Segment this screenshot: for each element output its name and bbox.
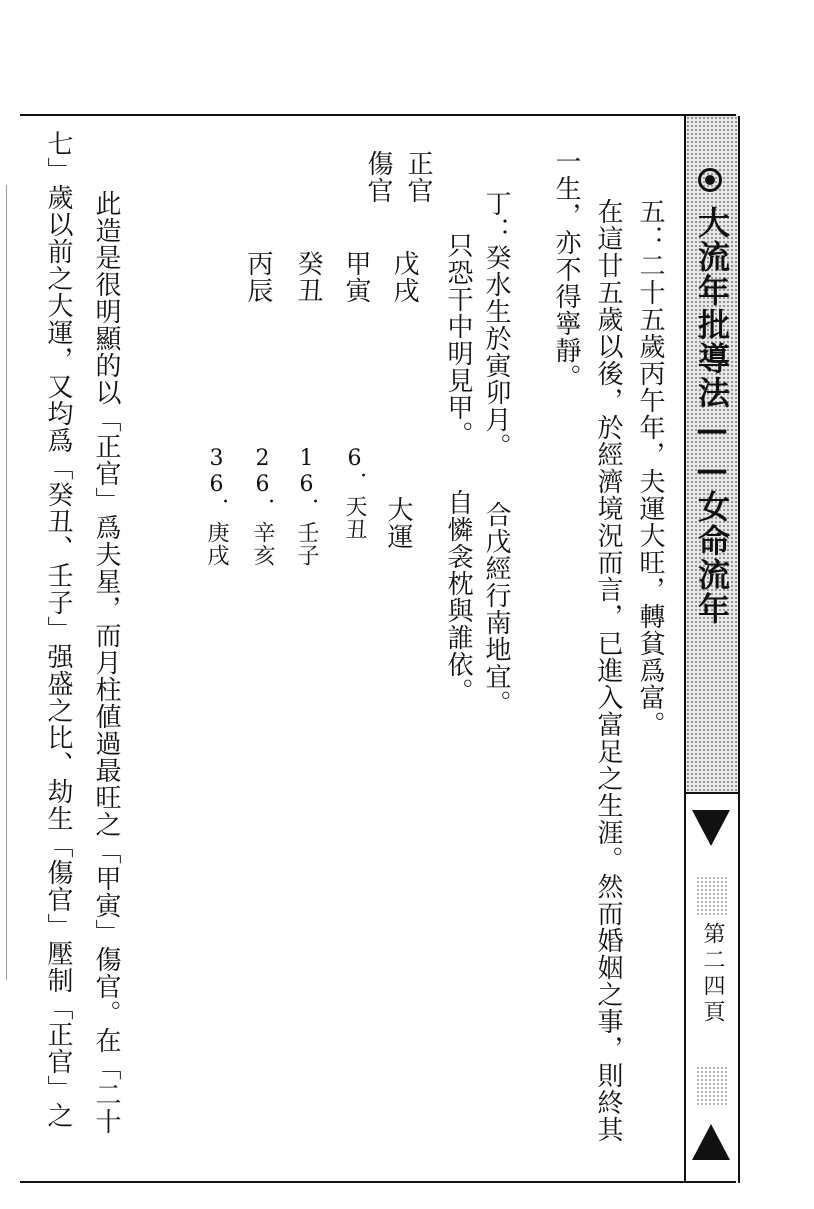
ten-god-2: 傷官 [363,150,393,204]
page-number: 第二四頁 [700,922,725,1026]
commentary-line-1: 此造是很明顯的以「正官」爲夫星，而月柱値過最旺之「甲寅」傷官。在「二十 [91,190,121,1135]
body-line-1: 五：二十五歲丙午年，夫運大旺，轉貧爲富。 [635,198,665,738]
title-box [686,116,738,794]
luck-title: 大運 [383,496,413,550]
luck-pillar-1: 6．天丑 [342,446,367,541]
luck-pillar-2: 16．壬子 [294,446,319,567]
pillar-1: 戊戌 [389,250,419,304]
bullseye-icon [698,168,722,192]
ten-god-1: 正官 [403,150,433,204]
pillar-3: 癸丑 [293,250,323,304]
luck-pillar-3: 26．辛亥 [250,446,275,567]
luck-pillar-4: 36．庚戌 [204,446,229,567]
book-title: 大流年批導法——女命流年 [693,206,731,626]
poem-line-1: 丁：癸水生於寅卯月。 合戊經行南地宜。 [481,190,511,717]
pillar-2: 甲寅 [341,250,371,304]
pillar-4: 丙辰 [243,250,273,304]
triangle-up-icon [692,1124,730,1160]
body-line-2: 在這廿五歲以後，於經濟境況而言，已進入富足之生涯。然而婚姻之事，則終其 [593,198,623,1143]
left-margin-line [6,185,7,980]
bottom-rule [20,1181,736,1183]
dot-pattern [696,1066,728,1106]
triangle-down-icon [692,810,730,846]
dot-pattern [696,876,728,916]
poem-line-2: 只恐干中明見甲。 自憐衾枕與誰依。 [443,232,473,705]
sidebar [684,116,740,1183]
commentary-line-2: 七」歲以前之大運，又均爲「癸丑、壬子」强盛之比、劫生「傷官」壓制「正官」之 [43,130,73,1129]
body-line-3: 一生，亦不得寧靜。 [551,148,581,391]
top-rule [20,114,736,116]
